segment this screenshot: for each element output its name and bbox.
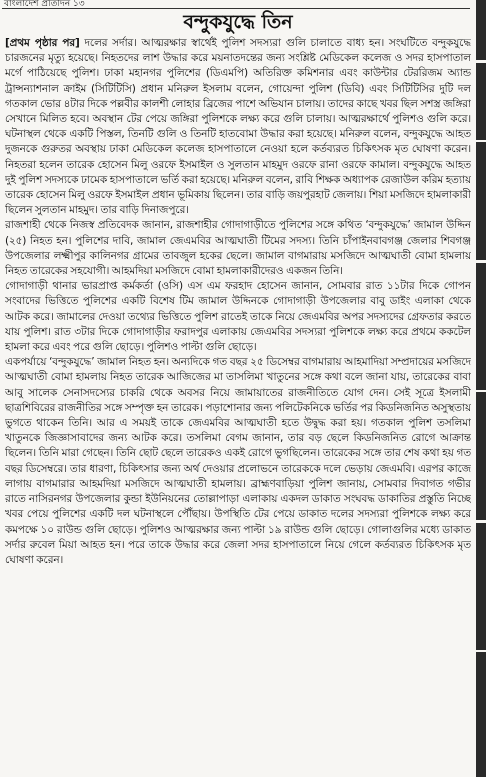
article-paragraph-3: গোদাগাড়ী থানার ভারপ্রাপ্ত কর্মকর্তা (ওসি) এস এম ফরহাদ হোসেন জানান, সোমবার রাত ১১টার দিকে গোপন সংবাদের ভিত্তিতে পুলিশের একটি বিশেষ টিম জামাল উদ্দিনকে গোদাগাড়ী উপজেলার বাবু ডাইং এলাকা থেকে আটক করে। জামালের দেওয়া তথ্যের ভিত্তিতে পুলিশ রাতেই তাকে নিয়ে জেএমবির অপর সদস্যদের গ্রেফতার করতে যায় পুলিশ। রাত ৩টার দিকে গোদাগাড়ীর ফরাদপুর এলাকায় জেএমবির সদস্যরা পুলিশকে লক্ষ্য করে প্রথমে ককটেল হামলা করে এবং পরে গুলি ছোড়ে। পুলিশও পাল্টা গুলি ছোড়ে। bbox=[5, 280, 471, 354]
article-paragraph-1 bbox=[5, 36, 471, 218]
article-paragraph-4: একপর্যায়ে ‘বন্দুকযুদ্ধে’ জামাল নিহত হন। অন্যদিকে গত বছর ২৫ ডিসেম্বর বাগমারায় আহমাদিয়া সম্প্রদায়ের মসজিদে আত্মঘাতী বোমা হামলায় নিহত তারেক আজিজের মা তাসলিমা খাতুনের সঙ্গে কথা বলে জানা যায়, তারেকের বাবা আবু সালেক সেনাসদস্যের চাকরি থেকে অবসর নিয়ে জামায়াতের রাজনীতিতে যোগ দেন। সেই সূত্রে ইসলামী ছাত্রশিবিরের রাজনীতির সঙ্গে সম্পৃক্ত হন তারেক। পড়াশোনার জন্য পলিটেকনিকে ভর্তির পর কিডনিজনিত অসুস্থতায় ভুগতে থাকেন তিনি। আর এ সময়ই তাকে জেএমবির আত্মঘাতী হতে উদ্বুদ্ধ করা হয়। গতকাল পুলিশ তসলিমা খাতুনকে জিজ্ঞাসাবাদের জন্য আটক করে। তসলিমা বেগম জানান, তার বড় ছেলে কিডনিজনিত রোগে আক্রান্ত ছিলেন। তিনি মারা গেছেন। তিনি ছোট ছেলে তারেকও একই রোগে ভুগছিলেন। তারেকের সঙ্গে তার শেষ কথা হয় গত বছর ডিসেম্বরে। তার ধারণা, চিকিৎসার জন্য অর্থ দেওয়ার প্রলোভনে তারেককে দলে ভেড়ায় জেএমবি। এরপর কাজে লাগায় বাগমারার আহমদিয়া মসজিদে আত্মঘাতী হামলায়। ব্রাহ্মণবাড়িয়া পুলিশ জানায়, সোমবার দিবাগত গভীর রাতে নাসিরনগর উপজেলার কুন্ডা ইউনিয়নের তোল্লাপাড়া এলাকায় একদল ডাকাত সংঘবদ্ধ ডাকাতির প্রস্তুতি নিচ্ছে খবর পেয়ে পুলিশের একটি দল ঘটনাস্থলে পৌঁছায়। উপস্থিতি টের পেয়ে ডাকাত দলের সদস্যরা পুলিশকে লক্ষ্য করে কমপক্ষে ১০ রাউন্ড গুলি ছোড়ে। পুলিশও আত্মরক্ষার জন্য পাল্টা ১৯ রাউন্ড গুলি ছোড়ে। গোলাগুলির মধ্যে ডাকাত সর্দার রুবেল মিয়া আহত হন। পরে তাকে উদ্ধার করে জেলা সদর হাসপাতালে নিয়ে গেলে কর্তব্যরত চিকিৎসক মৃত ঘোষণা করেন। bbox=[5, 356, 471, 566]
continuation-label: [প্রথম পৃষ্ঠার পর] bbox=[5, 37, 80, 49]
top-divider bbox=[2, 8, 470, 9]
paragraph-1-text: দলের সর্দার। আত্মরক্ষার স্বার্থেই পুলিশ সদস্যরা গুলি চালাতে বাধ্য হন। সংঘটিতে বন্দুকযুদ্ধে চারজনের মৃত্যু হয়েছে। নিহতদের লাশ উদ্ধার করে ময়নাতদন্তের জন্য সংশ্লিষ্ট মেডিকেল কলেজ ও সদর হাসপাতাল মর্গে পাঠিয়েছে পুলিশ। ঢাকা মহানগর পুলিশের (ডিএমপি) অতিরিক্ত কমিশনার এবং কাউন্টার টেররিজম অ্যান্ড ট্রান্সন্যাশনাল ক্রাইম (সিটিটিসি) প্রধান মনিরুল ইসলাম বলেন, গোয়েন্দা পুলিশ (ডিবি) এবং সিটিটিসির দুটি দল গতকাল ভোর ৪টার দিকে পল্লবীর কালশী লোহার ব্রিজের পাশে অভিযান চালায়। তাদের কাছে খবর ছিল সশস্ত্র জঙ্গিরা সেখানে মিলিত হবে। অবস্থান টের পেয়ে জঙ্গিরা পুলিশকে লক্ষ্য করে গুলি চালায়। আত্মরক্ষার্থে পুলিশও গুলি করে। ঘটনাস্থল থেকে একটি পিস্তল, তিনটি গুলি ও তিনটি হাতবোমা উদ্ধার করা হয়েছে। মনিরুল বলেন, বন্দুকযুদ্ধে আহত দুজনকে গুরুতর অবস্থায় ঢাকা মেডিকেল কলেজ হাসপাতালে নেওয়া হলে কর্তব্যরত চিকিৎসক মৃত ঘোষণা করেন। নিহতরা হলেন তারেক হোসেন মিলু ওরফে ইসমাইল ও সুলতান মাহমুদ ওরফে রানা ওরফে কামাল। বন্দুকযুদ্ধে আহত দুই পুলিশ সদস্যকে ঢামেক হাসপাতালে ভর্তি করা হয়েছে। মনিরুল বলেন, রাবি শিক্ষক অধ্যাপক রেজাউল করিম হত্যায় তারেক হোসেন মিলু ওরফে ইসমাইল প্রধান ভূমিকায় ছিলেন। তার বাড়ি জয়পুরহাট জেলায়। শিয়া মসজিদে হামলাকারী ছিলেন সুলতান মাহমুদ। তার বাড়ি দিনাজপুরে। bbox=[5, 37, 471, 217]
adjacent-column-edge bbox=[476, 0, 486, 777]
news-article bbox=[5, 10, 471, 775]
article-title: বন্দুকযুদ্ধে তিন bbox=[183, 11, 293, 33]
previous-article-cut-text: বাংলাদেশ প্রতিদিন ১৩ bbox=[4, 0, 85, 9]
article-paragraph-2: রাজশাহী থেকে নিজস্ব প্রতিবেদক জানান, রাজশাহীর গোদাগাড়ীতে পুলিশের সঙ্গে কথিত ‘বন্দুকযুদ্ধে’ জামাল উদ্দিন (২৫) নিহত হন। পুলিশের দাবি, জামাল জেএমবির আত্মঘাতী টিমের সদস্য। তিনি চাঁপাইনবাবগঞ্জ জেলার শিবগঞ্জ উপজেলার লক্ষ্মীপুর কালিনগর গ্রামের তাবজুল হকের ছেলে। জামাল বাগমারায় মসজিদে আত্মঘাতী বোমা হামলায় নিহত তারেকের সহযোগী। আহমদিয়া মসজিদে বোমা হামলাকারীদেরও একজন তিনি। bbox=[5, 219, 471, 278]
